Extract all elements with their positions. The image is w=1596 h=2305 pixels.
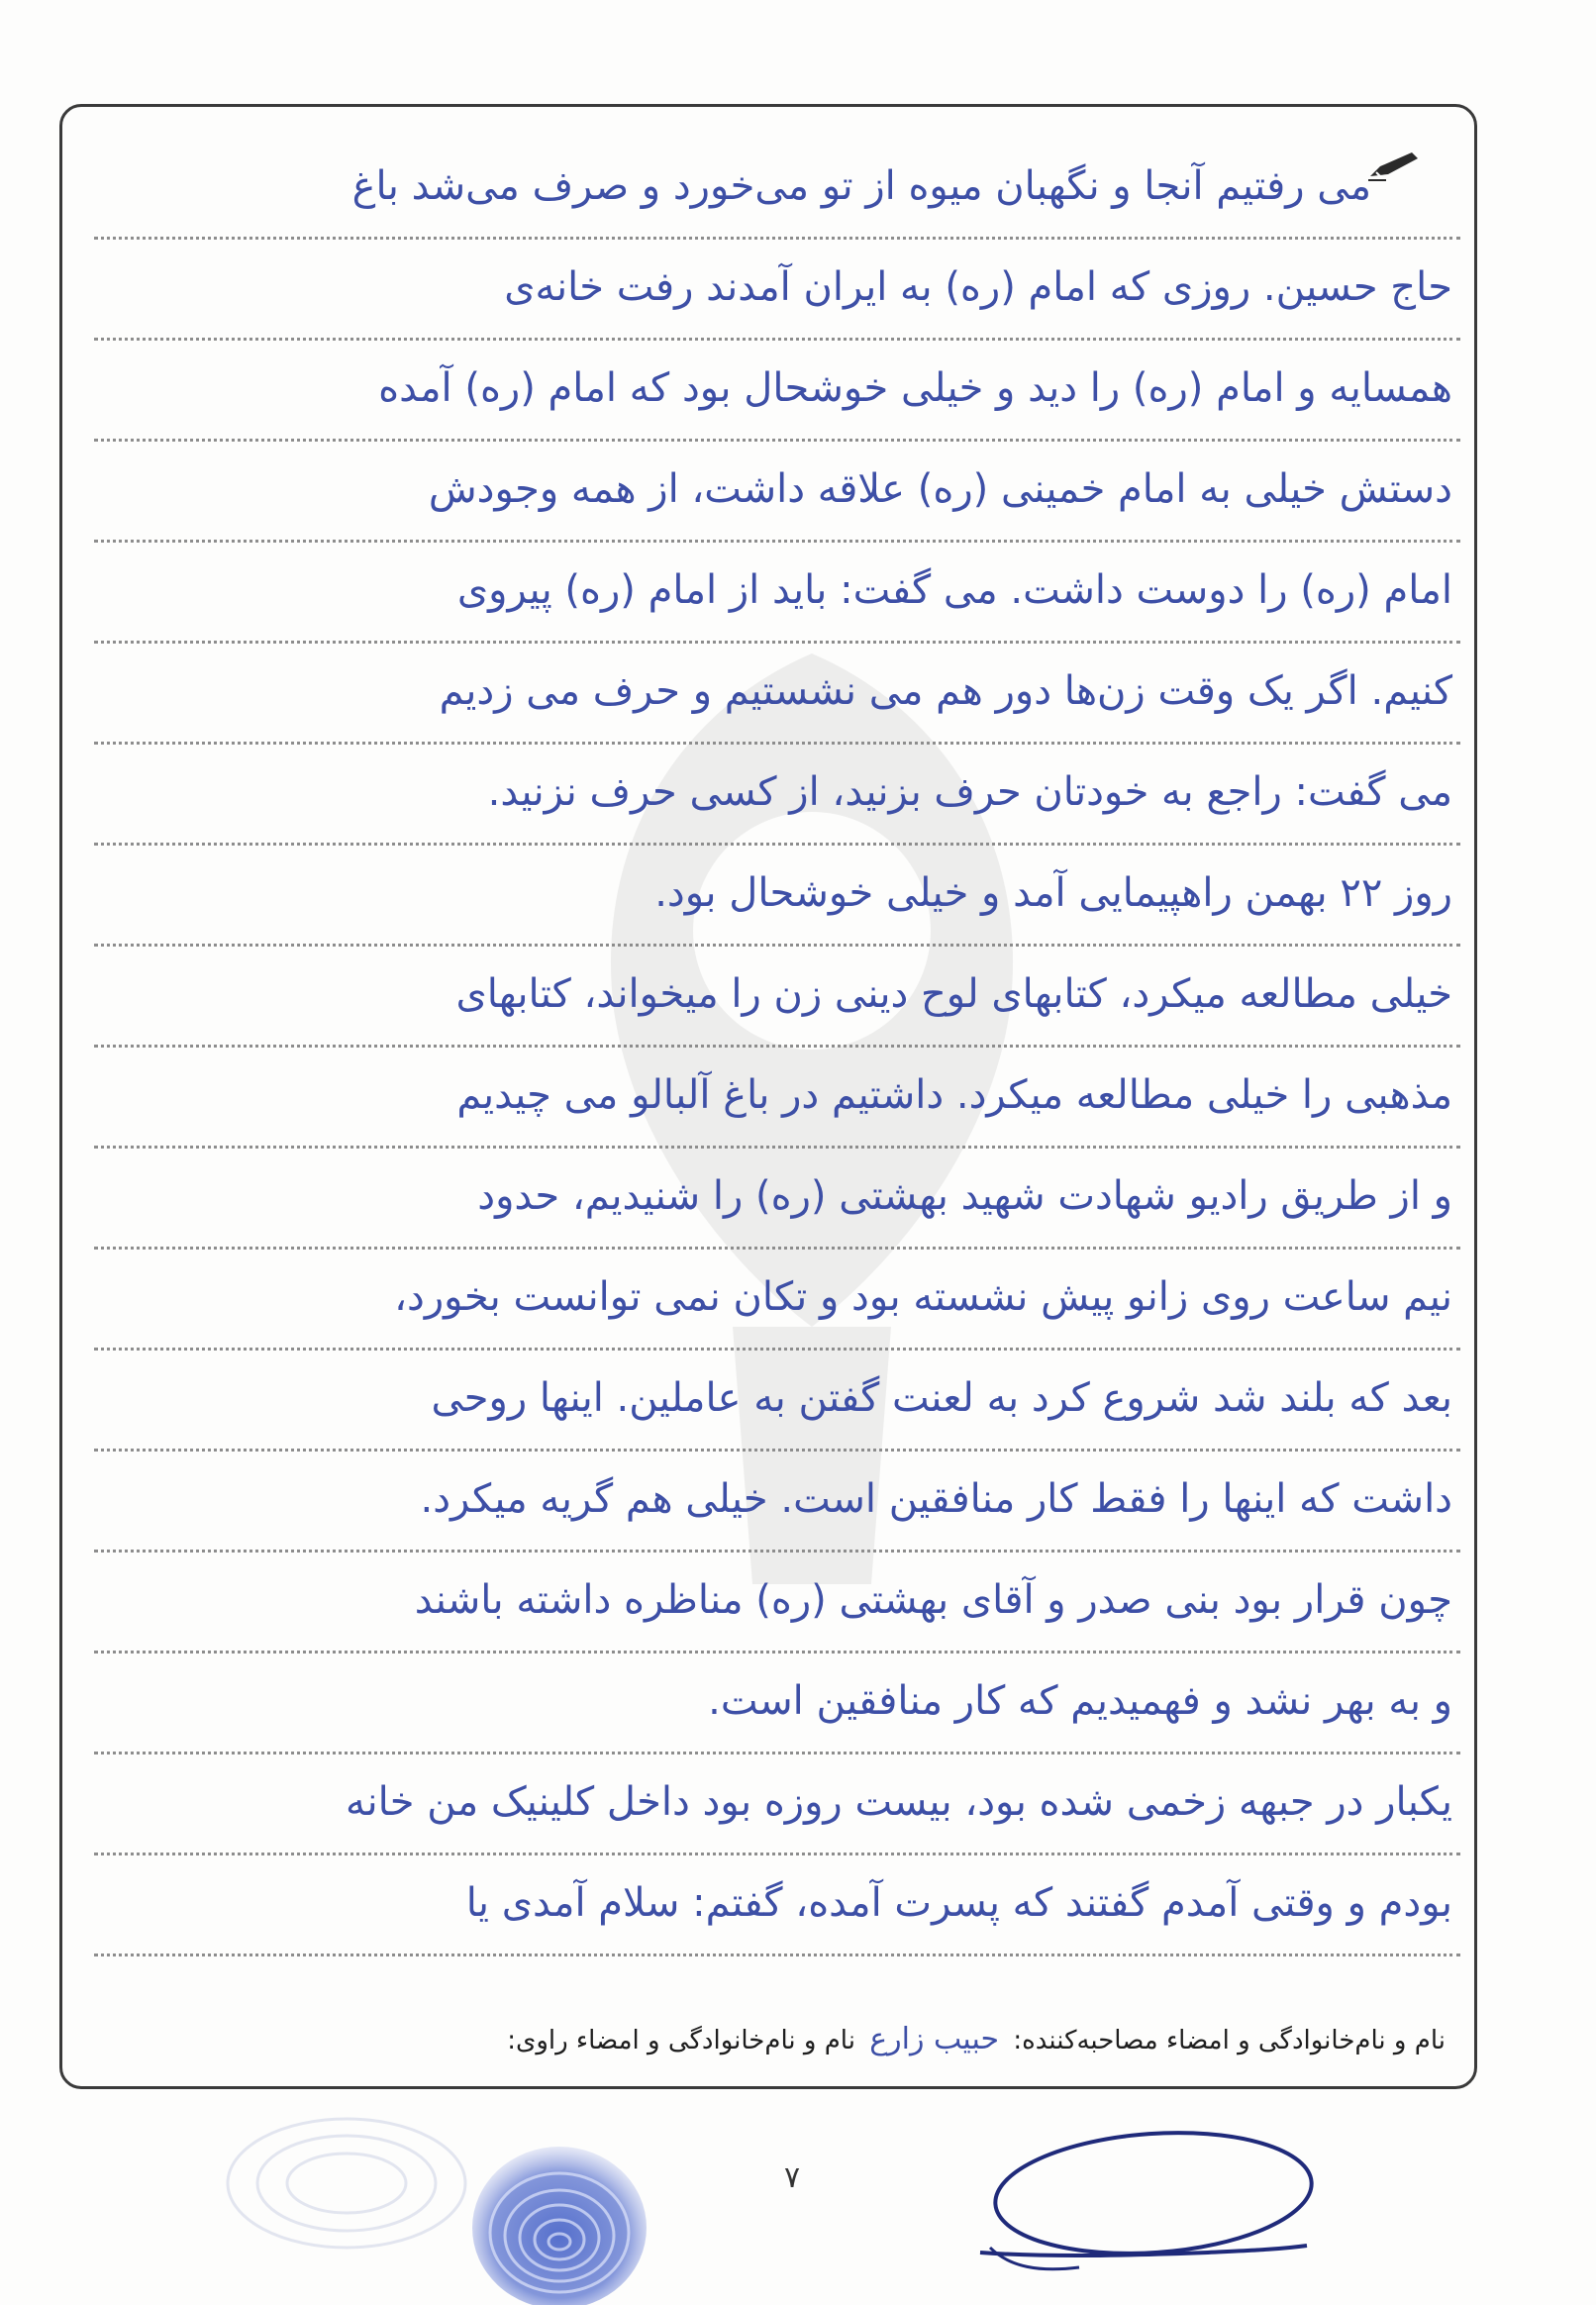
text-line-content: می گفت: راجع به خودتان حرف بزنید، از کسی حرف نزنید. — [487, 769, 1452, 815]
text-line — [94, 1553, 1460, 1654]
text-line — [94, 1452, 1460, 1553]
text-line — [94, 1754, 1460, 1855]
text-line-content: مذهبی را خیلی مطالعه میکرد. داشتیم در باغ آلبالو می چیدیم — [456, 1072, 1452, 1118]
interviewer-label: نام و نام‌خانوادگی و امضاء مصاحبه‌کننده: — [1013, 2026, 1446, 2055]
text-line-content: و به بهر نشد و فهمیدیم که کار منافقین است. — [708, 1678, 1452, 1724]
text-line-content: یکبار در جبهه زخمی شده بود، بیست روزه بود داخل کلینیک من خانه — [346, 1779, 1452, 1825]
text-line — [94, 139, 1460, 240]
text-line-content: خیلی مطالعه میکرد، کتابهای لوح دینی زن را میخواند، کتابهای — [455, 971, 1452, 1017]
text-line — [94, 240, 1460, 341]
text-line-content: داشت که اینها را فقط کار منافقین است. خیلی هم گریه میکرد. — [420, 1476, 1452, 1522]
text-line — [94, 442, 1460, 543]
text-line-content: بودم و وقتی آمدم گفتند که پسرت آمده، گفتم: سلام آمدی یا — [465, 1880, 1452, 1926]
text-line-content: حاج حسین. روزی که امام (ره) به ایران آمدند رفت خانه‌ی — [504, 264, 1452, 310]
signature-footer — [297, 2022, 1446, 2056]
text-line-content: همسایه و امام (ره) را دید و خیلی خوشحال بود که امام (ره) آمده — [378, 365, 1452, 411]
text-line — [94, 1855, 1460, 1956]
text-line — [94, 543, 1460, 644]
text-line-content: امام (ره) را دوست داشت. می گفت: باید از امام (ره) پیروی — [456, 567, 1452, 613]
handwritten-text-area — [94, 139, 1460, 1956]
text-line — [94, 341, 1460, 442]
text-line — [94, 1250, 1460, 1351]
text-line — [94, 745, 1460, 846]
text-line-content: بعد که بلند شد شروع کرد به لعنت گفتن به عاملین. اینها روحی — [431, 1375, 1452, 1421]
text-line — [94, 846, 1460, 947]
text-line — [94, 1149, 1460, 1250]
text-line — [94, 947, 1460, 1048]
text-line — [94, 1048, 1460, 1149]
text-line — [94, 1654, 1460, 1754]
text-line-content: دستش خیلی به امام خمینی (ره) علاقه داشت، از همه وجودش — [428, 466, 1452, 512]
page-number: ۷ — [783, 2160, 801, 2195]
signature-icon — [950, 2119, 1347, 2297]
interviewer-signature: حبیب زارع — [869, 2022, 1000, 2056]
text-line-content: نیم ساعت روی زانو پیش نشسته بود و تکان نمی توانست بخورد، — [394, 1274, 1452, 1320]
text-line-content: می رفتیم آنجا و نگهبان میوه از تو می‌خورد و صرف می‌شد باغ — [351, 163, 1371, 209]
faint-fingerprint-icon — [218, 2109, 475, 2257]
fingerprint-icon — [465, 2129, 653, 2305]
text-line — [94, 1351, 1460, 1452]
text-line-content: کنیم. اگر یک وقت زن‌ها دور هم می نشستیم و حرف می زدیم — [439, 668, 1452, 714]
narrator-label: نام و نام‌خانوادگی و امضاء راوی: — [507, 2026, 855, 2055]
text-line — [94, 644, 1460, 745]
text-line-content: چون قرار بود بنی صدر و آقای بهشتی (ره) مناظره داشته باشند — [414, 1577, 1452, 1623]
text-line-content: و از طریق رادیو شهادت شهید بهشتی (ره) را شنیدیم، حدود — [477, 1173, 1452, 1219]
text-line-content: روز ۲۲ بهمن راهپیمایی آمد و خیلی خوشحال بود. — [654, 870, 1452, 916]
